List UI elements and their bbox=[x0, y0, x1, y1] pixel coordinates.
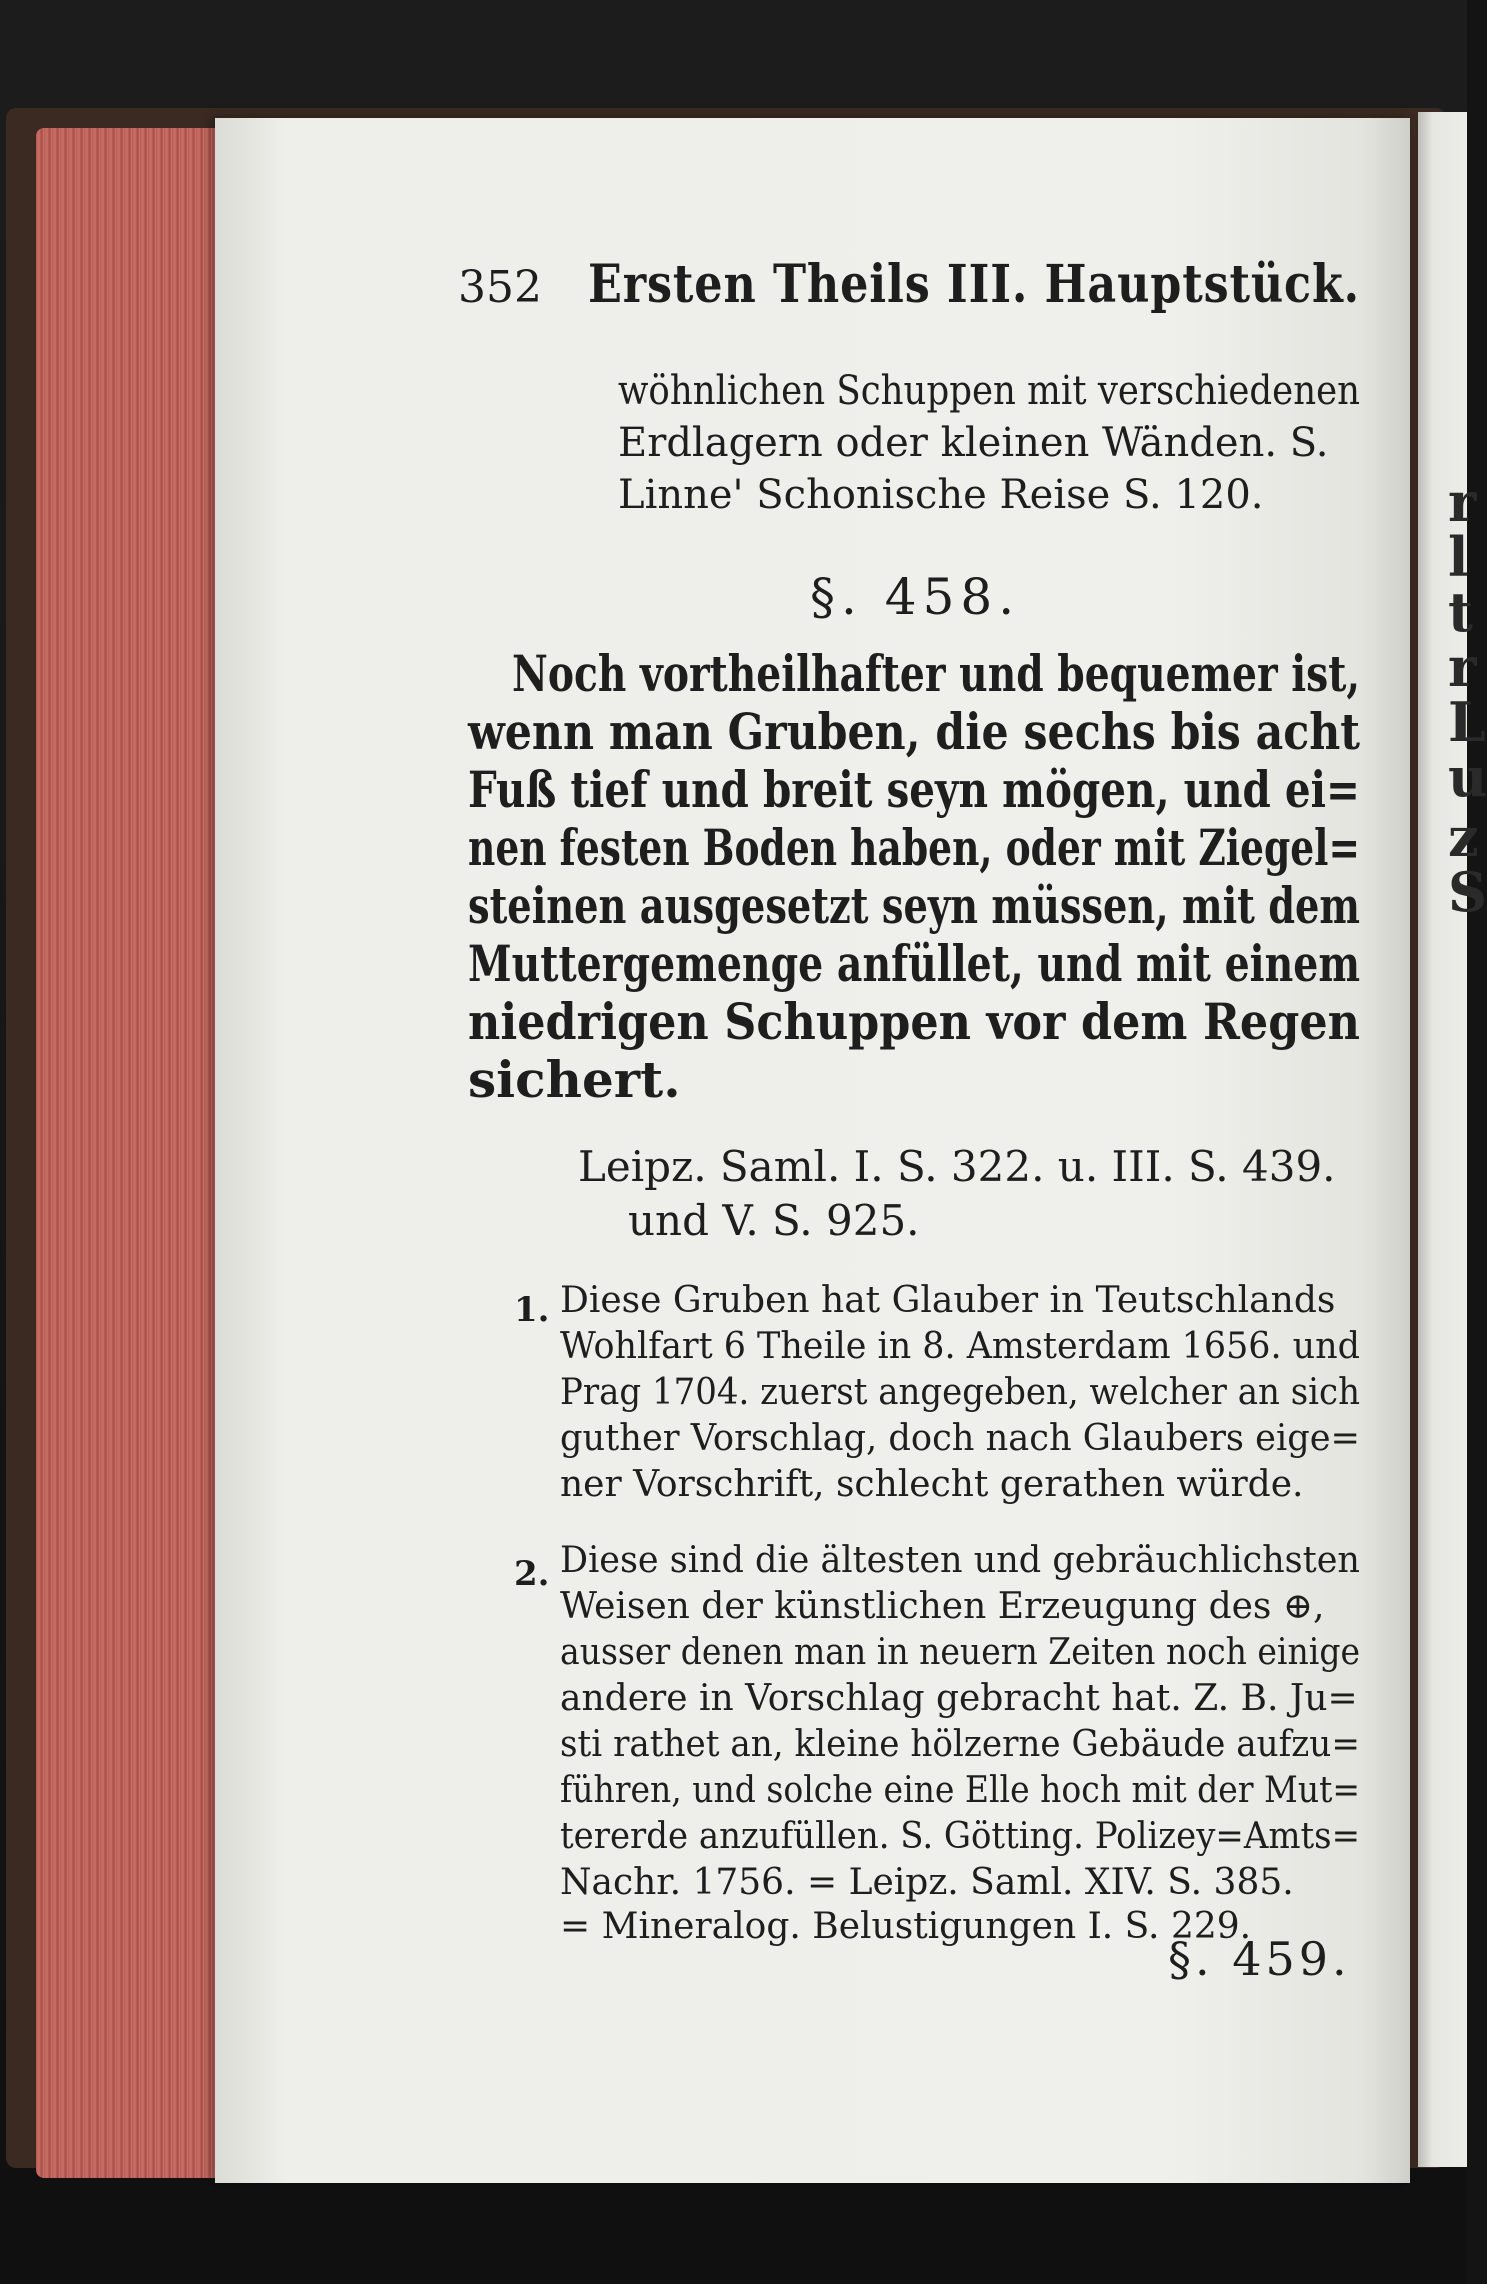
running-title: Ersten Theils III. Hauptstück. bbox=[588, 254, 1360, 315]
facing-page-letter: t bbox=[1448, 580, 1473, 644]
body-line: wenn man Gruben, die sechs bis acht bbox=[468, 702, 1361, 761]
continued-note-line: wöhnlichen Schuppen mit verschiedenen bbox=[618, 368, 1361, 414]
facing-page-letter: u bbox=[1448, 745, 1487, 809]
body-line: sichert. bbox=[468, 1050, 681, 1109]
footnote-line: führen, und solche eine Elle hoch mit der Mut= bbox=[560, 1770, 1361, 1811]
body-line: Fuß tief und breit seyn mögen, und ei= bbox=[468, 760, 1360, 819]
body-line: Muttergemenge anfüllet, und mit einem bbox=[468, 934, 1361, 993]
facing-page-letter: S bbox=[1448, 860, 1487, 924]
footnote-line: tererde anzufüllen. S. Götting. Polizey=Amts= bbox=[560, 1816, 1361, 1857]
reference-line: und V. S. 925. bbox=[628, 1196, 920, 1245]
facing-page-sliver bbox=[1418, 112, 1467, 2167]
footnote-line: Prag 1704. zuerst angegeben, welcher an sich bbox=[560, 1372, 1360, 1413]
facing-page-letter: z bbox=[1448, 805, 1479, 869]
page-number: 352 bbox=[458, 262, 542, 313]
section-number: §. 458. bbox=[810, 568, 1021, 626]
body-line: nen festen Boden haben, oder mit Ziegel= bbox=[468, 818, 1360, 877]
footnote-line: guther Vorschlag, doch nach Glaubers eige= bbox=[560, 1418, 1360, 1459]
footnote-line: andere in Vorschlag gebracht hat. Z. B. Ju= bbox=[560, 1678, 1358, 1719]
footnote-line: ausser denen man in neuern Zeiten noch einige bbox=[560, 1632, 1361, 1673]
facing-page-letter: L bbox=[1448, 690, 1486, 754]
continued-note-line: Linne' Schonische Reise S. 120. bbox=[618, 472, 1264, 518]
continued-note-line: Erdlagern oder kleinen Wänden. S. bbox=[618, 420, 1329, 466]
footnote-line: Wohlfart 6 Theile in 8. Amsterdam 1656. und bbox=[560, 1326, 1361, 1367]
footnote-line: Diese Gruben hat Glauber in Teutschlands bbox=[560, 1280, 1336, 1321]
footnote-line: Diese sind die ältesten und gebräuchlichsten bbox=[560, 1540, 1360, 1581]
footnote-marker: 1. bbox=[514, 1290, 550, 1330]
reference-line: Leipz. Saml. I. S. 322. u. III. S. 439. bbox=[578, 1142, 1336, 1191]
facing-page-letter: l bbox=[1448, 525, 1469, 589]
facing-page-letter: r bbox=[1448, 635, 1477, 699]
footnote-line: ner Vorschrift, schlecht gerathen würde. bbox=[560, 1464, 1304, 1505]
footnote-line: = Mineralog. Belustigungen I. S. 229. bbox=[560, 1906, 1252, 1947]
footnote-line: sti rathet an, kleine hölzerne Gebäude aufzu= bbox=[560, 1724, 1360, 1765]
footnote-marker: 2. bbox=[514, 1554, 550, 1594]
catchword: §. 459. bbox=[1168, 1932, 1351, 1986]
body-line: niedrigen Schuppen vor dem Regen bbox=[468, 992, 1360, 1051]
body-line: steinen ausgesetzt seyn müssen, mit dem bbox=[468, 876, 1361, 935]
footnote-line: Nachr. 1756. = Leipz. Saml. XIV. S. 385. bbox=[560, 1862, 1294, 1903]
facing-page-letter: r bbox=[1448, 470, 1477, 534]
footnote-line: Weisen der künstlichen Erzeugung des ⊕, bbox=[560, 1586, 1325, 1627]
body-line: Noch vortheilhafter und bequemer ist, bbox=[512, 644, 1361, 703]
